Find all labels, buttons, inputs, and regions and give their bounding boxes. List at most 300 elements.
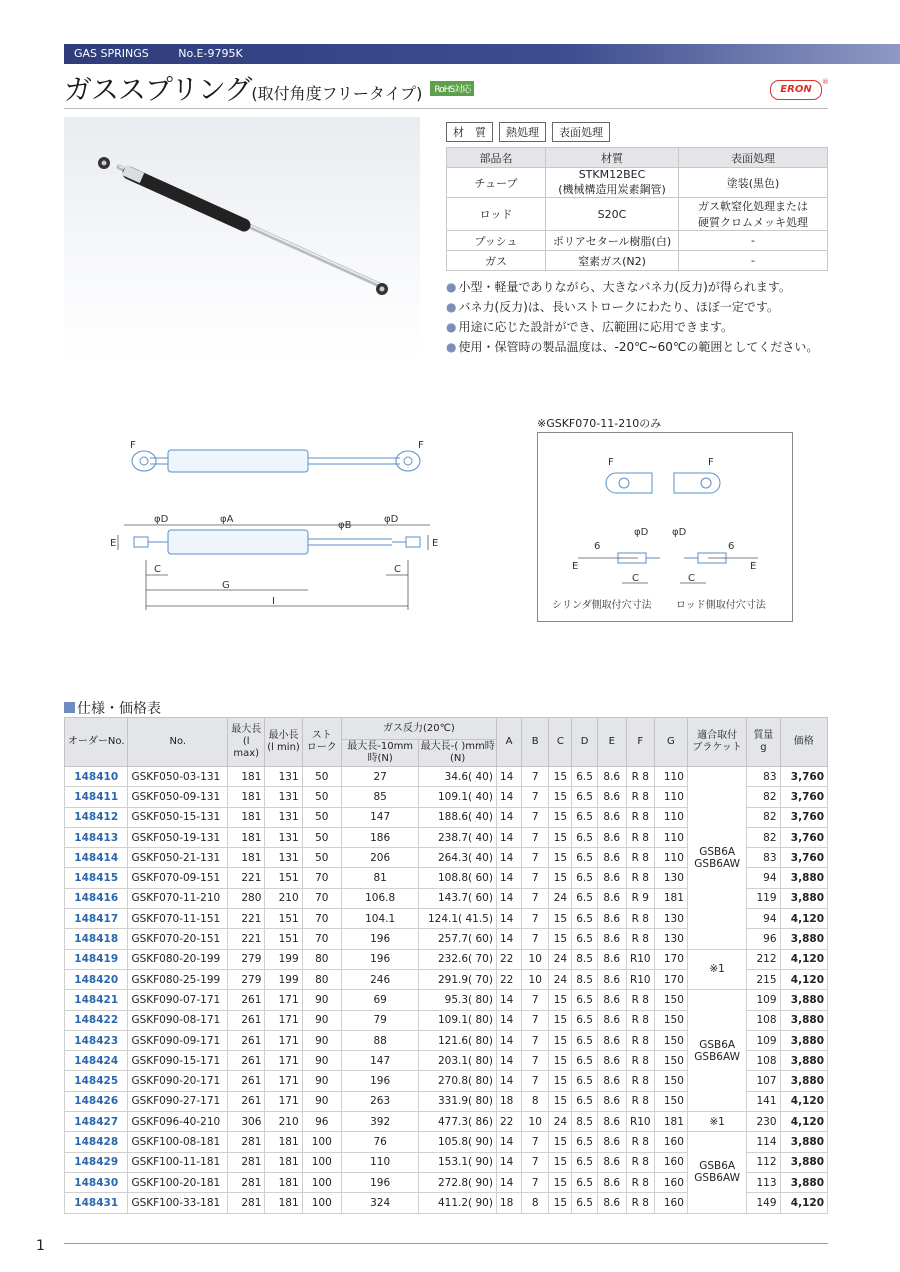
order-number[interactable]: 148431: [65, 1193, 128, 1213]
mass-cell: 149: [747, 1193, 780, 1213]
spec-cell: 7: [522, 1172, 549, 1192]
spec-cell: 7: [522, 1051, 549, 1071]
spec-cell: 150: [654, 1010, 687, 1030]
col-price: 価格: [780, 718, 827, 767]
spec-cell: 7: [522, 990, 549, 1010]
feature-item: ● 使用・保管時の製品温度は、-20℃~60℃の範囲としてください。: [446, 337, 818, 357]
price-cell: 4,120: [780, 1091, 827, 1111]
order-number[interactable]: 148429: [65, 1152, 128, 1172]
spec-cell: 8.6: [597, 1010, 626, 1030]
spec-cell: 7: [522, 807, 549, 827]
spec-cell: 7: [522, 767, 549, 787]
spec-cell: GSKF090-20-171: [128, 1071, 228, 1091]
mass-cell: 94: [747, 909, 780, 929]
mass-cell: 82: [747, 787, 780, 807]
spec-cell: 196: [341, 949, 419, 969]
mass-cell: 83: [747, 848, 780, 868]
spec-cell: 261: [228, 1051, 265, 1071]
mass-cell: 94: [747, 868, 780, 888]
spec-row: [65, 767, 828, 787]
spec-cell: 22: [496, 969, 521, 989]
spec-cell: 263: [341, 1091, 419, 1111]
spec-cell: 281: [228, 1152, 265, 1172]
spec-cell: 70: [302, 888, 341, 908]
spec-cell: 8: [522, 1193, 549, 1213]
order-number[interactable]: 148427: [65, 1112, 128, 1132]
price-cell: 3,880: [780, 868, 827, 888]
spec-cell: 14: [496, 1152, 521, 1172]
col-gas1: 最大長-10mm時(N): [341, 740, 419, 767]
col-no: No.: [128, 718, 228, 767]
spec-cell: 8.6: [597, 787, 626, 807]
footer-line: [64, 1243, 828, 1244]
spec-cell: GSKF100-33-181: [128, 1193, 228, 1213]
spec-cell: GSKF100-08-181: [128, 1132, 228, 1152]
spec-cell: 15: [549, 827, 572, 847]
detail-phiD-right: φD: [672, 527, 687, 538]
label-C-left: C: [154, 564, 161, 575]
spec-cell: 238.7( 40): [419, 827, 497, 847]
order-number[interactable]: 148425: [65, 1071, 128, 1091]
spec-cell: 131: [265, 807, 302, 827]
spec-cell: 15: [549, 848, 572, 868]
mass-cell: 107: [747, 1071, 780, 1091]
spec-cell: 7: [522, 1132, 549, 1152]
mass-cell: 108: [747, 1051, 780, 1071]
feature-item: ● バネ力(反力)は、長いストロークにわたり、ほぼ一定です。: [446, 297, 818, 317]
spec-cell: 8.6: [597, 969, 626, 989]
spec-cell: 15: [549, 807, 572, 827]
price-cell: 3,880: [780, 929, 827, 949]
detail-drawing: [538, 433, 792, 621]
spec-cell: 8.6: [597, 868, 626, 888]
mass-cell: 113: [747, 1172, 780, 1192]
spec-cell: R 8: [626, 1030, 654, 1050]
spec-cell: R10: [626, 949, 654, 969]
spec-cell: 160: [654, 1132, 687, 1152]
spec-cell: 6.5: [572, 1172, 597, 1192]
label-phiD-left: φD: [154, 514, 169, 525]
spec-cell: 15: [549, 1010, 572, 1030]
mass-cell: 230: [747, 1112, 780, 1132]
spec-cell: 210: [265, 1112, 302, 1132]
spec-cell: 196: [341, 1172, 419, 1192]
spec-cell: 150: [654, 1071, 687, 1091]
spec-cell: 150: [654, 1091, 687, 1111]
price-cell: 4,120: [780, 1112, 827, 1132]
product-photo: [64, 117, 420, 360]
mass-cell: 82: [747, 827, 780, 847]
price-cell: 3,880: [780, 1071, 827, 1091]
spec-cell: 131: [265, 787, 302, 807]
spec-cell: GSKF080-25-199: [128, 969, 228, 989]
spec-cell: 8.6: [597, 1091, 626, 1111]
mass-cell: 109: [747, 1030, 780, 1050]
detail-E-right: E: [750, 561, 757, 572]
spec-cell: 96: [302, 1112, 341, 1132]
spec-cell: R 8: [626, 1132, 654, 1152]
spec-cell: 106.8: [341, 888, 419, 908]
spec-cell: 14: [496, 827, 521, 847]
spec-cell: 171: [265, 1030, 302, 1050]
spec-cell: 14: [496, 990, 521, 1010]
order-number[interactable]: 148428: [65, 1132, 128, 1152]
spec-cell: 10: [522, 949, 549, 969]
order-number[interactable]: 148430: [65, 1172, 128, 1192]
spec-cell: 8.6: [597, 929, 626, 949]
mass-cell: 112: [747, 1152, 780, 1172]
spec-cell: 14: [496, 1071, 521, 1091]
spec-cell: 181: [265, 1193, 302, 1213]
spec-cell: 18: [496, 1193, 521, 1213]
col-D: D: [572, 718, 597, 767]
mass-cell: 212: [747, 949, 780, 969]
spec-cell: 14: [496, 868, 521, 888]
order-number[interactable]: 148421: [65, 990, 128, 1010]
spec-cell: 50: [302, 767, 341, 787]
label-E-left: E: [110, 538, 117, 549]
col-C: C: [549, 718, 572, 767]
spec-cell: 15: [549, 868, 572, 888]
spec-cell: 100: [302, 1152, 341, 1172]
spec-cell: 70: [302, 929, 341, 949]
spec-cell: 70: [302, 868, 341, 888]
spec-cell: 291.9( 70): [419, 969, 497, 989]
spec-cell: 18: [496, 1091, 521, 1111]
spec-cell: 6.5: [572, 807, 597, 827]
spec-cell: 181: [654, 888, 687, 908]
spec-cell: 264.3( 40): [419, 848, 497, 868]
spec-cell: 281: [228, 1132, 265, 1152]
mass-cell: 96: [747, 929, 780, 949]
spec-cell: 90: [302, 990, 341, 1010]
spec-cell: GSKF090-15-171: [128, 1051, 228, 1071]
spec-cell: 15: [549, 929, 572, 949]
spec-cell: 261: [228, 1030, 265, 1050]
spec-cell: 221: [228, 929, 265, 949]
spec-cell: 10: [522, 969, 549, 989]
order-number[interactable]: 148420: [65, 969, 128, 989]
spec-cell: 181: [265, 1132, 302, 1152]
spec-cell: 280: [228, 888, 265, 908]
label-F-right: F: [418, 440, 424, 451]
spec-cell: 171: [265, 1010, 302, 1030]
spec-cell: 8.6: [597, 848, 626, 868]
spec-cell: 90: [302, 1091, 341, 1111]
spec-cell: 14: [496, 1051, 521, 1071]
spec-cell: 8.6: [597, 767, 626, 787]
mass-cell: 114: [747, 1132, 780, 1152]
price-cell: 4,120: [780, 969, 827, 989]
tag-heat: 熱処理: [499, 122, 546, 142]
spec-cell: 8.6: [597, 1132, 626, 1152]
spec-cell: 6.5: [572, 868, 597, 888]
spec-cell: GSKF070-09-151: [128, 868, 228, 888]
order-number[interactable]: 148424: [65, 1051, 128, 1071]
spec-cell: 257.7( 60): [419, 929, 497, 949]
spec-cell: GSKF070-11-151: [128, 909, 228, 929]
spec-cell: 261: [228, 1071, 265, 1091]
spec-cell: GSKF050-15-131: [128, 807, 228, 827]
detail-note: ※GSKF070-11-210のみ: [537, 417, 662, 430]
spec-cell: 110: [654, 787, 687, 807]
spec-cell: 150: [654, 1030, 687, 1050]
price-cell: 3,760: [780, 827, 827, 847]
price-cell: 4,120: [780, 1193, 827, 1213]
label-phiA: φA: [220, 514, 234, 525]
spec-cell: 70: [302, 909, 341, 929]
spec-cell: 270.8( 80): [419, 1071, 497, 1091]
spec-cell: 6.5: [572, 787, 597, 807]
spec-cell: 130: [654, 868, 687, 888]
spec-cell: 7: [522, 1030, 549, 1050]
bracket-cell: GSB6A GSB6AW: [687, 767, 746, 950]
tag-material: 材 質: [446, 122, 493, 142]
price-cell: 3,880: [780, 1051, 827, 1071]
order-number[interactable]: 148412: [65, 807, 128, 827]
spec-cell: 6.5: [572, 909, 597, 929]
spec-cell: 14: [496, 1132, 521, 1152]
spec-cell: 50: [302, 787, 341, 807]
order-number[interactable]: 148411: [65, 787, 128, 807]
spec-cell: 261: [228, 1091, 265, 1111]
spec-cell: 100: [302, 1132, 341, 1152]
detail-6-right: 6: [728, 541, 735, 552]
spec-cell: 88: [341, 1030, 419, 1050]
spec-cell: 8.6: [597, 807, 626, 827]
order-number[interactable]: 148413: [65, 827, 128, 847]
spec-cell: R 8: [626, 1172, 654, 1192]
title-main: ガススプリング: [64, 73, 252, 106]
spec-cell: 110: [654, 827, 687, 847]
order-number[interactable]: 148410: [65, 767, 128, 787]
spec-cell: 7: [522, 827, 549, 847]
spec-cell: GSKF090-27-171: [128, 1091, 228, 1111]
order-number[interactable]: 148415: [65, 868, 128, 888]
spec-cell: R 8: [626, 787, 654, 807]
spec-cell: 6.5: [572, 990, 597, 1010]
spec-cell: 221: [228, 909, 265, 929]
spec-cell: 7: [522, 909, 549, 929]
spec-cell: 181: [228, 827, 265, 847]
spec-cell: 8.6: [597, 1172, 626, 1192]
detail-F-right: F: [708, 457, 714, 468]
spec-cell: 160: [654, 1152, 687, 1172]
spec-cell: 15: [549, 767, 572, 787]
spec-cell: R 8: [626, 1193, 654, 1213]
spec-cell: 170: [654, 969, 687, 989]
spec-cell: GSKF096-40-210: [128, 1112, 228, 1132]
spec-cell: 153.1( 90): [419, 1152, 497, 1172]
spec-cell: 131: [265, 848, 302, 868]
spec-cell: 6.5: [572, 1010, 597, 1030]
spec-cell: 171: [265, 990, 302, 1010]
bracket-cell: ※1: [687, 1112, 746, 1132]
mat-material: STKM12BEC (機械構造用炭素鋼管): [546, 168, 679, 198]
spec-cell: 221: [228, 868, 265, 888]
spec-cell: 6.5: [572, 767, 597, 787]
spec-cell: GSKF050-21-131: [128, 848, 228, 868]
spec-cell: 8.6: [597, 888, 626, 908]
spec-cell: 324: [341, 1193, 419, 1213]
spec-cell: 15: [549, 1051, 572, 1071]
spec-cell: 110: [654, 807, 687, 827]
spec-cell: 15: [549, 1091, 572, 1111]
col-order: オーダーNo.: [65, 718, 128, 767]
spec-cell: 151: [265, 868, 302, 888]
spec-body: [65, 767, 828, 1214]
title-divider: [64, 108, 828, 109]
spec-cell: 15: [549, 1071, 572, 1091]
spec-cell: 110: [654, 848, 687, 868]
detail-F-left: F: [608, 457, 614, 468]
spec-cell: 232.6( 70): [419, 949, 497, 969]
spec-cell: 8.6: [597, 1193, 626, 1213]
spec-cell: 90: [302, 1071, 341, 1091]
col-G: G: [654, 718, 687, 767]
order-number[interactable]: 148423: [65, 1030, 128, 1050]
spec-cell: 8.5: [572, 949, 597, 969]
spec-row: [65, 1112, 828, 1132]
spec-cell: 7: [522, 787, 549, 807]
spec-cell: 8.6: [597, 1112, 626, 1132]
spec-cell: GSKF080-20-199: [128, 949, 228, 969]
spec-cell: 143.7( 60): [419, 888, 497, 908]
spec-cell: 196: [341, 1071, 419, 1091]
spec-cell: R 8: [626, 1010, 654, 1030]
price-cell: 4,120: [780, 949, 827, 969]
spec-cell: 8.6: [597, 827, 626, 847]
price-cell: 3,880: [780, 1010, 827, 1030]
mat-part: ロッド: [447, 198, 546, 231]
mass-cell: 109: [747, 990, 780, 1010]
spec-cell: 7: [522, 868, 549, 888]
spec-cell: 199: [265, 949, 302, 969]
header-bar: [64, 44, 900, 64]
spec-cell: 14: [496, 767, 521, 787]
spec-cell: 15: [549, 1132, 572, 1152]
spec-cell: 331.9( 80): [419, 1091, 497, 1111]
detail-C-right: C: [688, 573, 695, 584]
brand-reg-mark: ®: [822, 78, 829, 86]
mat-surface: ガス軟窒化処理または 硬質クロムメッキ処理: [679, 198, 828, 231]
spec-cell: R 8: [626, 1051, 654, 1071]
spec-cell: 151: [265, 929, 302, 949]
spec-cell: 24: [549, 969, 572, 989]
label-C-right: C: [394, 564, 401, 575]
spec-cell: 110: [654, 767, 687, 787]
spec-cell: 100: [302, 1172, 341, 1192]
spec-cell: 196: [341, 929, 419, 949]
order-number[interactable]: 148417: [65, 909, 128, 929]
spec-cell: 90: [302, 1010, 341, 1030]
spec-cell: GSKF090-09-171: [128, 1030, 228, 1050]
spec-cell: 272.8( 90): [419, 1172, 497, 1192]
mat-material: 窒素ガス(N2): [546, 251, 679, 271]
spec-cell: 95.3( 80): [419, 990, 497, 1010]
spec-cell: 15: [549, 1172, 572, 1192]
spec-cell: GSKF050-03-131: [128, 767, 228, 787]
spec-cell: R 8: [626, 868, 654, 888]
order-number[interactable]: 148418: [65, 929, 128, 949]
spec-cell: 6.5: [572, 848, 597, 868]
label-F-left: F: [130, 440, 136, 451]
mat-part: ガス: [447, 251, 546, 271]
price-cell: 3,760: [780, 767, 827, 787]
tag-surface: 表面処理: [552, 122, 610, 142]
catalog-number: No.E-9795K: [178, 47, 243, 60]
spec-cell: 6.5: [572, 827, 597, 847]
spec-cell: 124.1( 41.5): [419, 909, 497, 929]
spec-cell: 121.6( 80): [419, 1030, 497, 1050]
spec-cell: R 8: [626, 767, 654, 787]
spec-cell: 147: [341, 1051, 419, 1071]
spec-cell: R 9: [626, 888, 654, 908]
col-F: F: [626, 718, 654, 767]
spec-cell: 150: [654, 1051, 687, 1071]
mat-col-part: 部品名: [447, 148, 546, 168]
spec-cell: 24: [549, 1112, 572, 1132]
spec-cell: 181: [228, 767, 265, 787]
spec-cell: 7: [522, 929, 549, 949]
spec-cell: R 8: [626, 1091, 654, 1111]
mass-cell: 215: [747, 969, 780, 989]
spec-cell: GSKF050-09-131: [128, 787, 228, 807]
spec-cell: 15: [549, 787, 572, 807]
order-number[interactable]: 148419: [65, 949, 128, 969]
price-cell: 3,760: [780, 807, 827, 827]
order-number[interactable]: 148426: [65, 1091, 128, 1111]
spec-cell: GSKF070-11-210: [128, 888, 228, 908]
col-bracket: 適合取付 ブラケット: [687, 718, 746, 767]
detail-6-left: 6: [594, 541, 601, 552]
spec-cell: 7: [522, 888, 549, 908]
spec-row: [65, 949, 828, 969]
spec-cell: 14: [496, 787, 521, 807]
spec-cell: GSKF100-20-181: [128, 1172, 228, 1192]
spec-cell: 170: [654, 949, 687, 969]
spec-cell: 14: [496, 1010, 521, 1030]
spec-cell: 15: [549, 1152, 572, 1172]
spec-cell: 50: [302, 807, 341, 827]
spec-cell: 7: [522, 1152, 549, 1172]
spec-cell: 76: [341, 1132, 419, 1152]
mat-surface: -: [679, 251, 828, 271]
spec-cell: 110: [341, 1152, 419, 1172]
spec-cell: 6.5: [572, 1091, 597, 1111]
spec-cell: 7: [522, 1010, 549, 1030]
spec-cell: 100: [302, 1193, 341, 1213]
spec-cell: 210: [265, 888, 302, 908]
price-cell: 3,880: [780, 1132, 827, 1152]
spec-cell: 22: [496, 949, 521, 969]
spec-cell: 14: [496, 848, 521, 868]
spec-cell: 104.1: [341, 909, 419, 929]
spec-cell: R 8: [626, 1152, 654, 1172]
spec-cell: 14: [496, 929, 521, 949]
spec-cell: 6.5: [572, 1132, 597, 1152]
order-number[interactable]: 148422: [65, 1010, 128, 1030]
spec-cell: 477.3( 86): [419, 1112, 497, 1132]
spec-cell: 281: [228, 1172, 265, 1192]
spec-row: [65, 990, 828, 1010]
spec-cell: 22: [496, 1112, 521, 1132]
order-number[interactable]: 148416: [65, 888, 128, 908]
series-label: GAS SPRINGS: [74, 47, 149, 60]
order-number[interactable]: 148414: [65, 848, 128, 868]
material-tags: [446, 122, 616, 142]
spec-cell: 186: [341, 827, 419, 847]
